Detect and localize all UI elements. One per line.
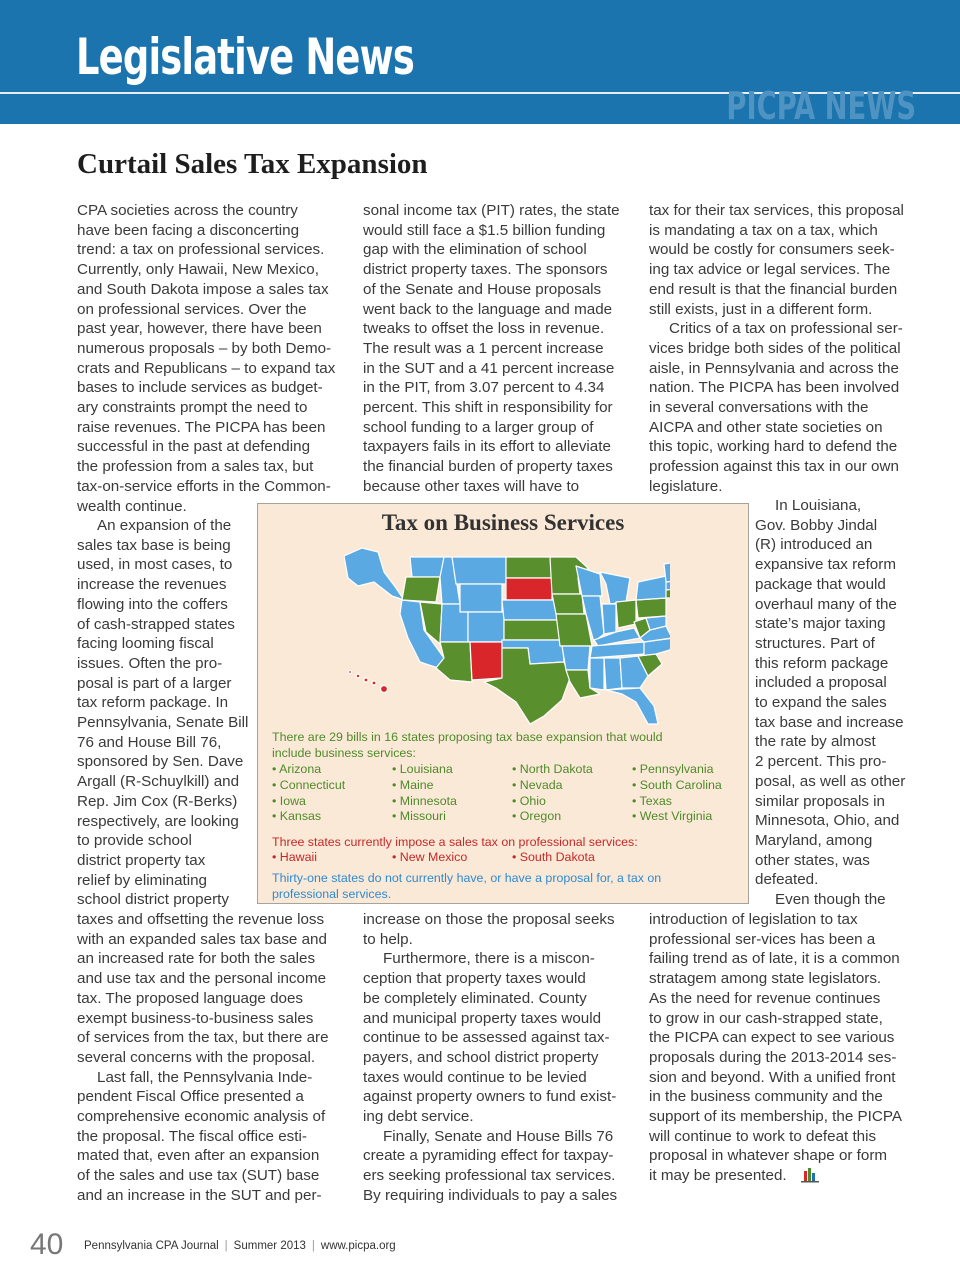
column-1-bottom [77, 910, 352, 1206]
state-list-item: • Maine [392, 777, 434, 792]
state-list-item: • Connecticut [272, 777, 346, 792]
map-state-montana [452, 557, 506, 584]
state-list-item: • Iowa [272, 793, 306, 808]
paragraph: introduction of legislation to tax professional ser-vices has been a failing trend as of late, it is a common stratagem among state legislators. As the need for revenue continues to grow in our cash-strapped state, the PICPA can expect to see various proposals during the 2013-2014 ses- sion and beyond. With a unified front in the business community and the support of its membership, the PICPA will continue to work to defeat this proposal in whatever shape or form it may be presented. [649, 911, 902, 1185]
state-list-item: • West Virginia [632, 809, 713, 824]
blue-legend-note: Thirty-one states do not currently have, or have a proposal for, a tax on professional services. [272, 871, 662, 901]
issue: Summer 2013 [233, 1240, 306, 1252]
map-state-north-dakota [506, 557, 552, 578]
article-title: Curtail Sales Tax Expansion [77, 148, 428, 180]
state-list-item: • Kansas [272, 809, 322, 824]
picpa-news-tag: PICPA NEWS [726, 84, 916, 128]
footer-url[interactable]: www.picpa.org [320, 1240, 396, 1252]
state-list-item: • Oregon [512, 809, 562, 824]
state-list-item: • Ohio [512, 793, 546, 808]
map-state-colorado [468, 612, 504, 642]
map-state-arkansas [562, 646, 590, 670]
section-title: Legislative News [76, 28, 415, 86]
paragraph: taxes and offsetting the revenue loss with an expanded sales tax base and an increased rate for both the sales and use tax and the personal income tax. The proposed language does exempt business-to-business sales of services from the tax, but there are several concerns with the proposal. [77, 911, 329, 1066]
state-list-item: • Nevada [512, 777, 563, 792]
us-map [344, 542, 670, 726]
red-legend-intro: Three states currently impose a sales tax on professional services: [272, 835, 638, 849]
map-state-kansas [504, 620, 560, 640]
box-title: Tax on Business Services [381, 510, 625, 535]
paragraph: Critics of a tax on professional ser- vices bridge both sides of the political aisle, in Pennsylvania and across the nation. The PICPA has been involved in several conversations with the AICPA and other state societies on this topic, working hard to defend the profession against this tax in our own legislature. [649, 320, 903, 495]
map-state-michigan [600, 572, 630, 604]
column-1-narrow [77, 516, 255, 910]
paragraph: Last fall, the Pennsylvania Inde- pendent Fiscal Office presented a comprehensive economic analysis of the proposal. The fiscal office esti- mated that, even after an expansion of the sales and use tax (SUT) base and an increase in the SUT and per- [77, 1068, 326, 1204]
map-state-washington [410, 557, 444, 577]
state-list-item: • Minnesota [392, 793, 457, 808]
state-list-item: • Pennsylvania [632, 762, 714, 776]
map-state-new-york [636, 576, 670, 600]
footer-text: Pennsylvania CPA Journal | Summer 2013 | www.picpa.org [84, 1240, 396, 1252]
column-2-top [363, 201, 638, 497]
section-header [0, 0, 960, 128]
map-state-alaska [344, 548, 404, 600]
map-state-indiana [602, 604, 616, 634]
state-list-item: • Missouri [392, 809, 446, 824]
state-list-item: • South Carolina [632, 777, 722, 792]
state-list-item: • Louisiana [392, 762, 453, 776]
map-state-new-mexico [470, 642, 502, 680]
map-state-pennsylvania [636, 598, 666, 618]
paragraph: Furthermore, there is a miscon- ception that property taxes would be completely eliminated. County and municipal property taxes would continue to be assessed against tax- payers, and school district property taxes would continue to be levied against property owners to fund exist- ing debt service. [363, 950, 617, 1126]
column-3-top [649, 201, 924, 497]
state-list-item: • North Dakota [512, 762, 593, 776]
map-state-wyoming [460, 584, 502, 612]
map-state-hawaii [349, 671, 388, 693]
journal-name: Pennsylvania CPA Journal [84, 1240, 219, 1252]
map-state-mississippi [590, 658, 604, 690]
tax-on-business-services-box [257, 503, 749, 904]
column-3-narrow [755, 496, 925, 910]
paragraph: increase on those the proposal seeks to help. [363, 911, 615, 948]
map-state-oregon [402, 577, 440, 602]
page-number: 40 [30, 1228, 64, 1261]
end-mark-icon [801, 1167, 821, 1183]
map-state-missouri [556, 614, 592, 646]
paragraph: sonal income tax (PIT) rates, the state would still face a $1.5 billion funding gap with the elimination of school district property taxes. The sponsors of the Senate and House proposals went back to the language and made tweaks to offset the loss in revenue. The result was a 1 percent increase in the SUT and a 41 percent increase in the PIT, from 3.07 percent to 4.34 percent. This shift in responsibility for school funding to a larger group of taxpayers fails in its effort to alleviate the financial burden of property taxes because other taxes will have to [363, 202, 620, 495]
state-list-item: • South Dakota [512, 850, 595, 864]
column-3-bottom [649, 910, 924, 1186]
map-state-ohio [616, 600, 636, 628]
map-state-iowa [552, 594, 584, 614]
paragraph: Even though the [775, 891, 886, 909]
paragraph: An expansion of the sales tax base is being used, in most cases, to increase the revenues flowing into the coffers of cash-strapped states facing looming fiscal issues. Often the pro- posal is part of a larger tax reform package. In Pennsylvania, Senate Bill 76 and House Bill 76, sponsored by Sen. Dave Argall (R-Schuylkill) and Rep. Jim Cox (R-Berks) respectively, are looking to provide school district property tax relief by eliminating school district property [77, 517, 249, 909]
paragraph: tax for their tax services, this proposal is mandating a tax on a tax, which would be costly for consumers seek- ing tax advice or legal services. The end result is that the financial burden still exists, just in a different form. [649, 202, 904, 318]
column-1-top [77, 201, 352, 516]
state-list-item: • Arizona [272, 762, 322, 776]
paragraph: CPA societies across the country have been facing a disconcerting trend: a tax on professional services. Currently, only Hawaii, New Mexico, and South Dakota impose a sales tax on professional services. Over the past year, however, there have been numerous proposals – by both Demo- crats and Republicans – to expand tax bases to include services as budget- ary constraints prompt the need to raise revenues. The PICPA has been successful in the past at defending the profession from a sales tax, but tax-on-service efforts in the Common- wealth continue. [77, 202, 336, 515]
green-legend-intro: There are 29 bills in 16 states proposing tax base expansion that would include business services: [272, 730, 663, 760]
column-2-bottom [363, 910, 638, 1206]
map-state-south-dakota [506, 578, 552, 600]
state-list-item: • Hawaii [272, 850, 317, 864]
state-list-item: • Texas [632, 793, 672, 808]
state-list-item: • New Mexico [392, 850, 468, 864]
paragraph: Finally, Senate and House Bills 76 create a pyramiding effect for taxpay- ers seeking professional tax services. By requiring individuals to pay a sales [363, 1127, 618, 1204]
map-state-florida [606, 688, 658, 724]
map-state-alabama [604, 658, 622, 690]
map-state-arizona [436, 642, 472, 682]
map-state-nebraska [502, 600, 558, 620]
paragraph: In Louisiana, Gov. Bobby Jindal (R) introduced an expansive tax reform package that would overhaul many of the state’s major taxing structures. Part of this reform package included a proposal to expand the sales tax base and increase the rate by almost 2 percent. This pro- posal, as well as other similar proposals in Minnesota, Ohio, and Maryland, among other states, was defeated. [755, 497, 906, 889]
